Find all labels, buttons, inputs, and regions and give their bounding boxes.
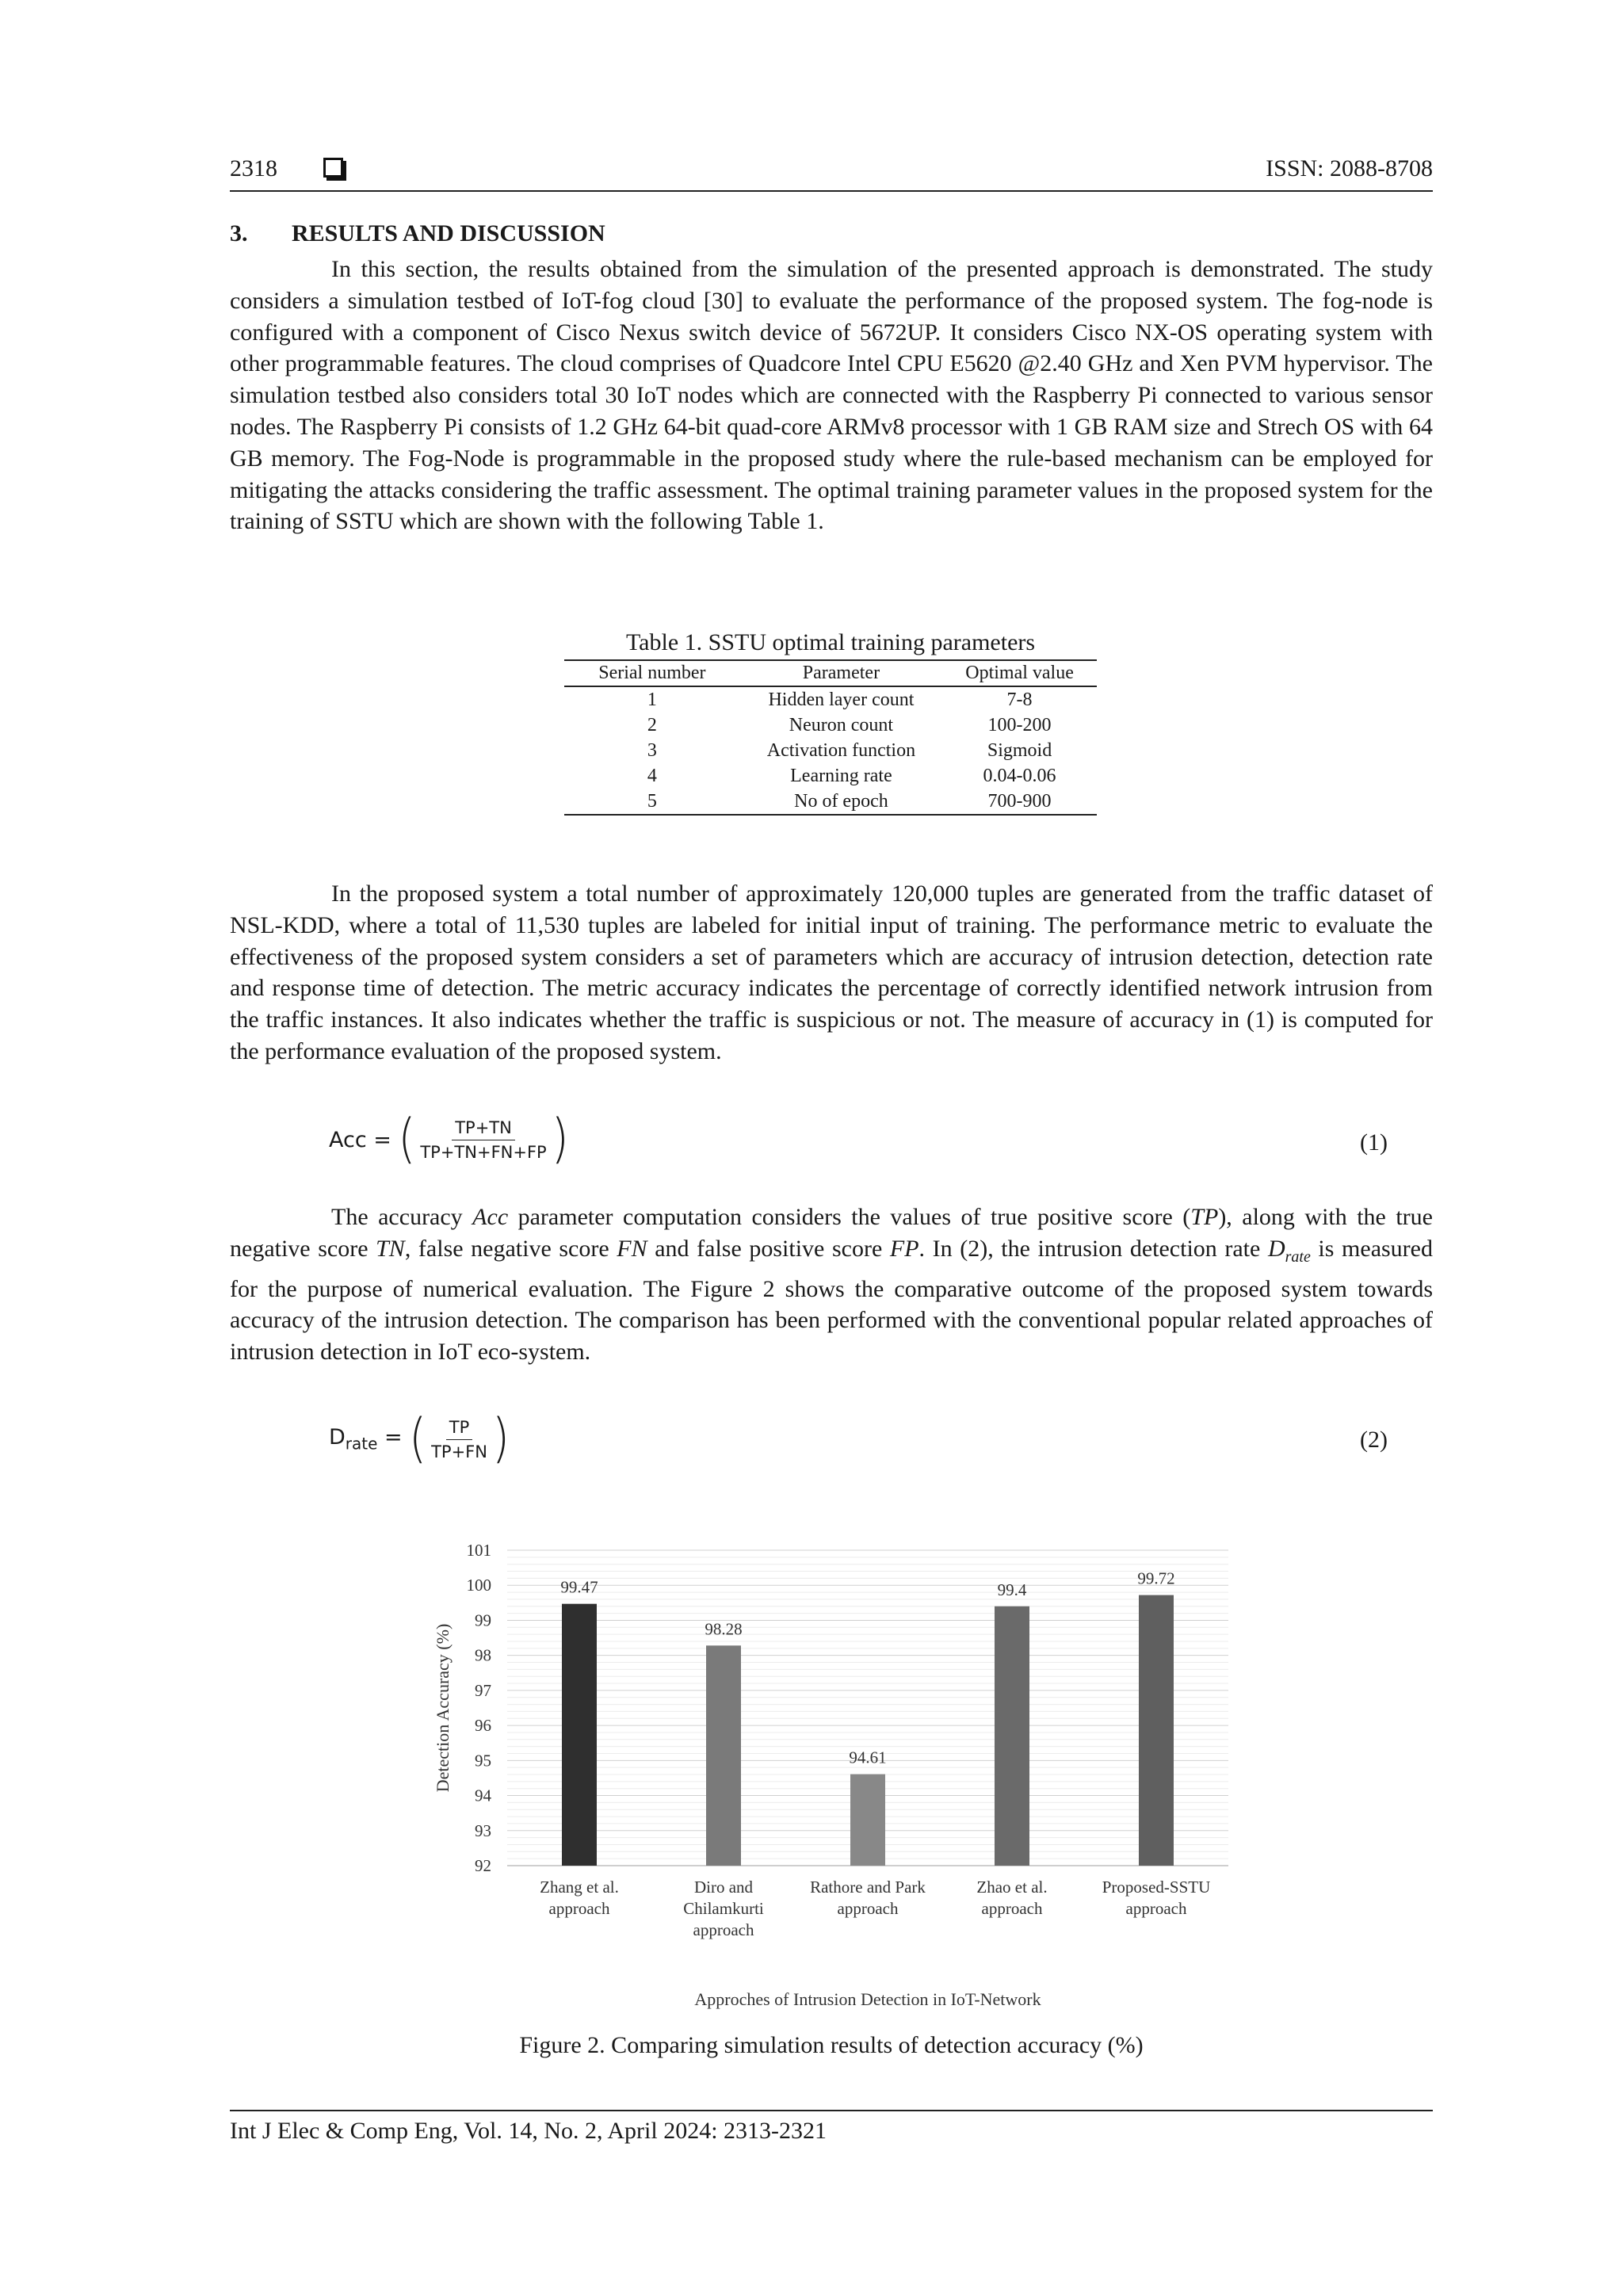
table-row [564,789,1097,815]
table-row [564,738,1097,763]
table-cell: 700-900 [942,789,1097,815]
equation-detection-rate: $D_{rate}$ = ( $\frac{TP}{TP+FN}$ ) [329,1408,510,1470]
accuracy-bar-chart [428,1530,1244,2013]
issn-label: ISSN: 2088-8708 [1266,155,1433,181]
equation-denominator: TP+FN [431,1442,487,1461]
paragraph-2: In the proposed system a total number of approximately 120,000 tuples are generated from the traffic dataset of NSL-KDD, where a total of 11,530 tuples are labeled for initial input of training. The performance metric to evaluate the effectiveness of the proposed system considers a set of parameters which are accuracy of intrusion detection, detection rate and response time of detection. The metric accuracy indicates the percentage of correctly identified network intrusion from the traffic instances. It also indicates whether the traffic is suspicious or not. The measure of accuracy in (1) is computed for the performance evaluation of the proposed system. [230,881,1433,1064]
table-cell: 100-200 [987,714,1052,735]
equation-fraction [428,1418,491,1461]
y-tick-label: 94 [475,1786,491,1805]
paragraph-3: The accuracy Acc parameter computation considers the values of true positive score (TP), along with the true negative score TN, false negative score FN and false positive score FP. In (2), the intrusion detection rate $D_{rate}$ is measured for the purpose of numerical evaluation. The Figure 2 shows the comparative outcome of the proposed system towards accuracy of the intrusion detection. The comparison has been performed with the conventional popular related approaches of intrusion detection in IoT eco-system. [230,1204,1433,1366]
equation-accuracy: Acc = ( $\frac{TP+TN}{TP+TN+FN+FP}$ ) [329,1108,569,1171]
y-tick-label: 96 [475,1716,491,1736]
table-cell: 2 [647,714,657,735]
table-header-cell: Parameter [740,660,942,686]
table-cell: 5 [564,789,740,815]
bar-value-label: 94.61 [849,1748,887,1767]
bar-value-label: 98.28 [705,1619,743,1639]
x-tick-label: Zhang et al. approach [540,1878,619,1918]
y-axis-title: Detection Accuracy (%) [433,1623,453,1793]
table-cell: 7-8 [1006,689,1033,710]
ballot-box-icon [323,158,343,178]
page-number: 2318 [230,155,277,181]
section-heading [230,220,605,247]
section-number: 3. [230,220,248,246]
y-tick-label: 100 [466,1576,491,1595]
paragraph-1: In this section, the results obtained from the simulation of the presented approach is demonstrated. The study considers a simulation testbed of IoT-fog cloud [30] to evaluate the performance of the proposed system. The fog-node is configured with a component of Cisco Nexus switch device of 5672UP. It considers Cisco NX-OS operating system with other programmable features. The cloud comprises of Quadcore Intel CPU E5620 @2.40 GHz and Xen PVM hypervisor. The simulation testbed also considers total 30 IoT nodes which are connected with the Raspberry Pi connected to various sensor nodes. The Raspberry Pi consists of 1.2 GHz 64-bit quad-core ARMv8 processor with 1 GB RAM size and Strech OS with 64 GB memory. The Fog-Node is programmable in the proposed study where the rule-based mechanism can be employed for mitigating the attacks considering the traffic assessment. The optimal training parameter values in the proposed system for the training of SSTU which are shown with the following Table 1. [230,256,1433,535]
x-tick-label: Diro and Chilamkurti approach [683,1878,764,1939]
equation-number: (1) [1360,1129,1388,1156]
y-tick-label: 98 [475,1645,491,1665]
bar [1139,1595,1174,1866]
y-tick-label: 101 [466,1541,491,1560]
table-header-cell: Optimal value [942,660,1097,686]
y-tick-label: 97 [475,1680,491,1700]
table-cell: 1 [647,689,657,710]
table-cell: No of epoch [740,789,942,815]
y-tick-label: 95 [475,1751,491,1771]
bar-value-label: 99.72 [1137,1568,1175,1588]
table-row [564,763,1097,789]
x-axis-title: Approches of Intrusion Detection in IoT-Network [694,1989,1041,2009]
equation-numerator: TP [446,1418,473,1440]
page-header [230,155,1433,190]
equation-number: (2) [1360,1427,1388,1453]
figure-caption: Figure 2. Comparing simulation results of detection accuracy (%) [519,2032,1144,2058]
table-cell: 0.04-0.06 [983,765,1056,786]
equation-lhs: $D_{rate}$ = [329,1425,410,1454]
x-tick-label: Rathore and Park approach [810,1878,926,1918]
equation-denominator: TP+TN+FN+FP [420,1142,547,1162]
parameters-table [564,659,1097,816]
bar [850,1775,885,1866]
table-cell: 4 [647,765,657,786]
equation-lhs: Acc = [329,1127,399,1152]
equation-numerator: TP+TN [452,1118,515,1140]
footer-citation: Int J Elec & Comp Eng, Vol. 14, No. 2, April 2024: 2313-2321 [230,2118,827,2144]
table-cell: Sigmoid [987,739,1052,761]
bar [562,1604,597,1866]
table-cell: 3 [647,739,657,761]
y-tick-label: 99 [475,1610,491,1630]
table-row [564,686,1097,712]
table-caption: Table 1. SSTU optimal training parameters [625,629,1036,655]
table-cell: Learning rate [790,765,892,786]
bar-value-label: 99.4 [997,1580,1027,1599]
x-tick-label: Proposed-SSTU approach [1102,1878,1211,1918]
table-row [564,712,1097,738]
bar [995,1606,1029,1866]
equation-fraction [417,1118,549,1162]
table-cell: Activation function [766,739,916,761]
header-rule [230,190,1433,192]
x-tick-label: Zhao et al. approach [976,1878,1048,1918]
table-header-cell: Serial number [564,660,740,686]
table-cell: Hidden layer count [768,689,915,710]
section-title: RESULTS AND DISCUSSION [292,220,605,246]
y-tick-label: 92 [475,1856,491,1875]
bar [706,1645,741,1866]
table-cell: Neuron count [789,714,894,735]
bar-value-label: 99.47 [560,1577,598,1597]
footer-rule [230,2110,1433,2111]
y-tick-label: 93 [475,1820,491,1840]
table-header-row [564,660,1097,686]
